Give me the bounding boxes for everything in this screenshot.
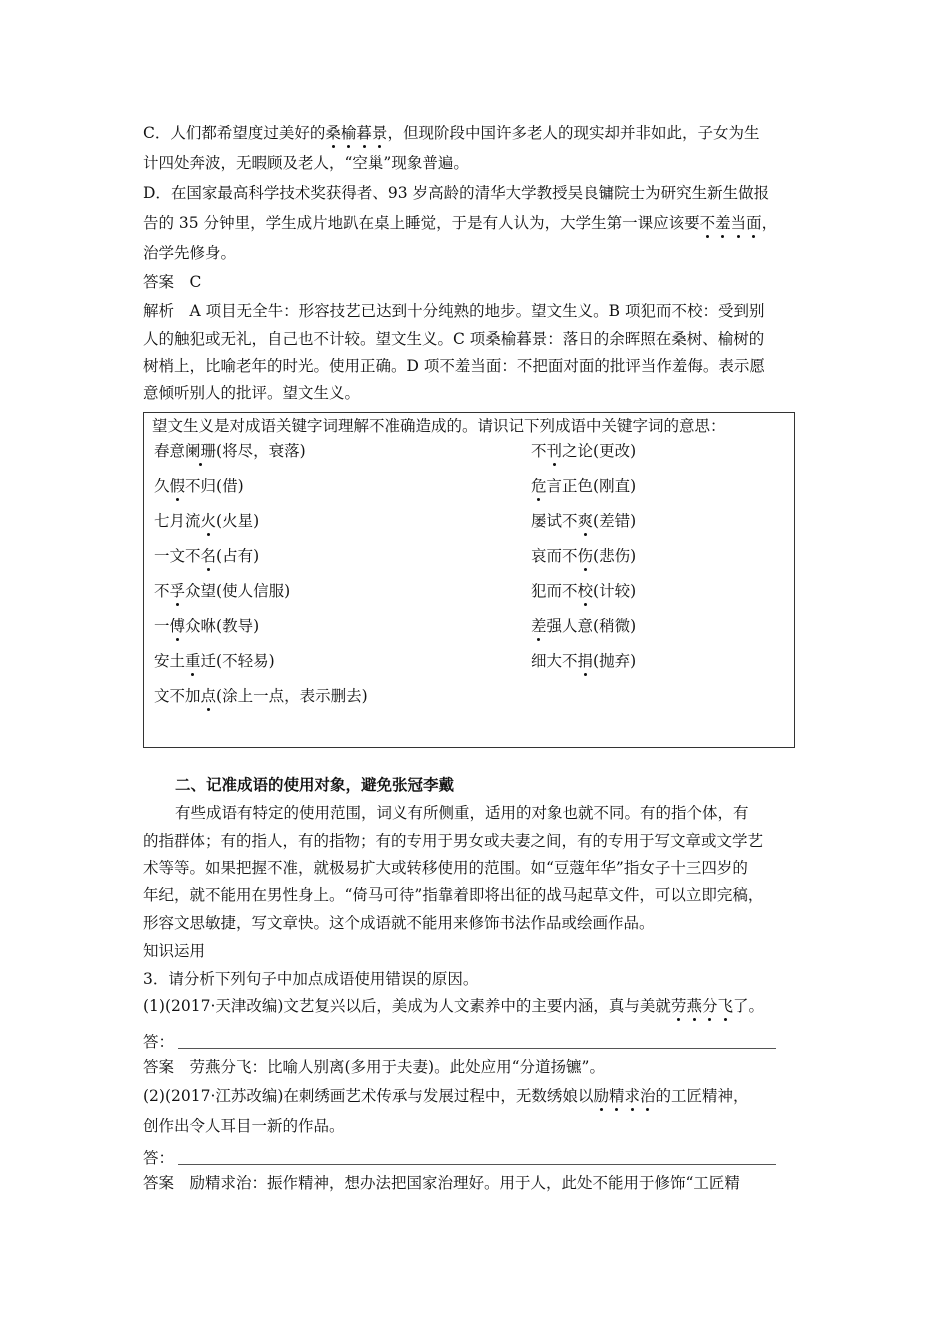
section-paragraph-line: 术等等。如果把握不准，就极易扩大或转移使用的范围。如“豆蔻年华”指女子十三四岁的 [143,859,748,877]
dotted-char: 劳 [670,997,687,1015]
dotted-char: 燕 [686,997,702,1015]
box-right-item: 不刊之论(更改) [531,442,637,460]
analysis-line-3: 树梢上，比喻老年的时光。使用正确。D 项不羞当面：不把面对面的批评当作羞侮。表示愿 [143,357,765,375]
dotted-char: 治 [639,1087,656,1105]
dotted-char: 求 [624,1087,640,1105]
dotted-char: 不 [699,214,716,232]
analysis-line-2: 人的触犯或无礼，自己也不计较。望文生义。C 项桑榆暮景：落日的余晖照在桑树、榆树的 [143,330,765,348]
box-left-item: 文不加点(涂上一点，表示删去) [154,687,368,705]
answer-2: 答案 劳燕分飞：比喻人别离(多用于夫妻)。此处应用“分道扬镳”。 [143,1058,605,1076]
section-paragraph-line: 有些成语有特定的使用范围，词义有所侧重，适用的对象也就不同。有的指个体，有 [175,804,749,822]
question-3-2: (2)(2017·江苏改编)在刺绣画艺术传承与发展过程中，无数绣娘以励精求治的工匠精神， [143,1087,749,1105]
answer-3: 答案 励精求治：振作精神，想办法把国家治理好。用于人，此处不能用于修饰“工匠精 [143,1174,740,1192]
dotted-char: 榆 [340,124,357,142]
dotted-char: 面 [746,214,762,232]
answer-blank-line[interactable] [178,1164,776,1165]
option-c-line-2: 计四处奔波，无暇顾及老人，“空巢”现象普遍。 [143,154,469,172]
question-3: 3．请分析下列句子中加点成语使用错误的原因。 [143,970,479,988]
box-left-item: 一傅众咻(教导) [154,617,260,635]
box-right-item: 屡试不爽(差错) [531,512,637,530]
box-right-item: 犯而不校(计较) [531,582,637,600]
box-left-item: 久假不归(借) [154,477,244,495]
section-heading: 二、记准成语的使用对象，避免张冠李戴 [175,776,455,794]
analysis-line-4: 意倾听别人的批评。望文生义。 [143,384,361,402]
box-left-item: 不孚众望(使人信服) [154,582,291,600]
dotted-char: 暮 [356,124,372,142]
box-intro: 望文生义是对成语关键字词理解不准确造成的。请识记下列成语中关键字词的意思： [152,417,726,435]
dotted-char: 分 [701,997,718,1015]
option-d-line-2: 告的 35 分钟里，学生成片地趴在桌上睡觉，于是有人认为，大学生第一课应该要不羞当面， [143,214,778,232]
idiom-key-words-box [143,412,795,748]
option-d-line-1: D．在国家最高科学技术奖获得者、93 岁高龄的清华大学教授吴良镛院士为研究生新生做报 [143,184,770,202]
section-paragraph-line: 形容文思敏捷，写文章快。这个成语就不能用来修饰书法作品或绘画作品。 [143,914,655,932]
option-c-line-1: C．人们都希望度过美好的桑榆暮景，但现阶段中国许多老人的现实却并非如此，子女为生 [143,124,760,142]
knowledge-label: 知识运用 [143,942,206,960]
section-paragraph-line: 的指群体；有的指人，有的指物；有的专用于男女或夫妻之间，有的专用于写文章或文学艺 [143,832,764,850]
box-left-item: 一文不名(占有) [154,547,260,565]
box-right-item: 危言正色(刚直) [531,477,637,495]
dotted-char: 励 [593,1087,609,1105]
answer-label: 答： [143,1033,175,1051]
answer-blank-line[interactable] [178,1048,776,1049]
box-left-item: 七月流火(火星) [154,512,260,530]
dotted-char: 景 [371,124,388,142]
answer-label: 答： [143,1149,175,1167]
question-3-1: (1)(2017·天津改编)文艺复兴以后，美成为人文素养中的主要内涵，真与美就劳燕分飞了。 [143,997,765,1015]
dotted-char: 桑 [325,124,341,142]
box-left-item: 安土重迁(不轻易) [154,652,275,670]
option-d-line-3: 治学先修身。 [143,244,237,262]
box-right-item: 哀而不伤(悲伤) [531,547,637,565]
dotted-char: 精 [608,1087,625,1105]
section-paragraph-line: 年纪，就不能用在男性身上。“倚马可待”指靠着即将出征的战马起草文件，可以立即完稿， [143,886,764,904]
answer-1: 答案 C [143,273,202,291]
dotted-char: 羞 [715,214,731,232]
box-right-item: 差强人意(稍微) [531,617,637,635]
dotted-char: 当 [730,214,747,232]
box-left-item: 春意阑珊(将尽，衰落) [154,442,306,460]
box-right-item: 细大不捐(抛弃) [531,652,637,670]
analysis-line-1: 解析 A 项目无全牛：形容技艺已达到十分纯熟的地步。望文生义。B 项犯而不校：受到别 [143,302,765,320]
question-3-2-line-2: 创作出令人耳目一新的作品。 [143,1117,345,1135]
dotted-char: 飞 [717,997,733,1015]
